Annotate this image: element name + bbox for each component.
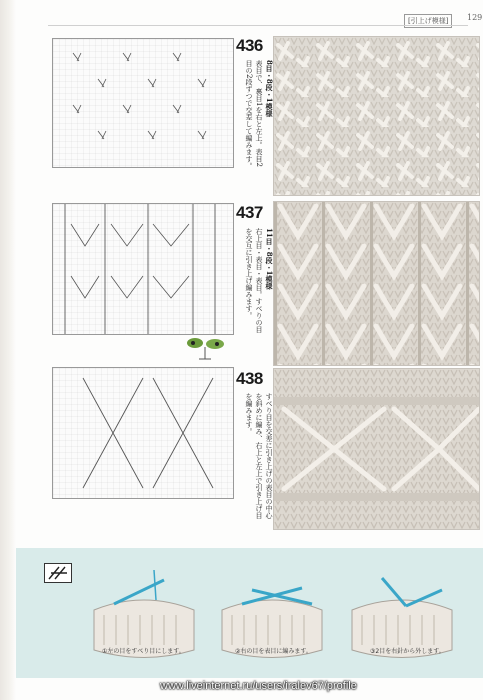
- chart-437: [52, 203, 234, 335]
- pattern-desc-436: [244, 60, 274, 170]
- header-rule: [48, 25, 468, 26]
- knit-swatch-437: [274, 202, 479, 365]
- pattern-meta-436: 8目・8段・1模様: [265, 60, 274, 117]
- page-number: 129: [467, 13, 483, 22]
- pattern-desc-437: [244, 228, 274, 338]
- pattern-number-438: 438: [236, 369, 263, 388]
- chart-438-grid: [53, 368, 233, 498]
- knit-swatch-436: [274, 37, 479, 195]
- step1-caption: ①左の目をすべり目にします。: [102, 648, 185, 655]
- page-binding-shadow: [0, 0, 16, 700]
- sprout-icon: [183, 335, 229, 361]
- watermark-url: www.liveinternet.ru/users/iralev67/profile: [160, 680, 357, 692]
- pattern-meta-437: 11目・8段・1模様: [265, 228, 274, 290]
- step3-caption: ③2目を右針から外します。: [370, 648, 445, 655]
- chart-436: [52, 38, 234, 168]
- pattern-text-438: すべり目を交差に引き上げの表目の中心を斜めに編み、右上と左上で引き上げ目を編みます。: [245, 393, 273, 519]
- pattern-text-437: 右上目・表目・表目。すべりの目を交互に引き上げ編みます。: [245, 228, 263, 333]
- chart-437-grid: [53, 204, 233, 334]
- swatch-photo-438: [273, 368, 480, 530]
- step3-diagram: [342, 570, 462, 670]
- pattern-number-437: 437: [236, 203, 263, 222]
- swatch-photo-437: [273, 201, 480, 366]
- step2-caption: ②右の目を表目に編みます。: [235, 648, 312, 655]
- chart-436-grid: [53, 39, 233, 167]
- pattern-text-436: 表目で、裏目1を右と左上。表目2目の2段ずつで交差して編みます。: [245, 60, 263, 170]
- step1-diagram: [84, 570, 204, 670]
- stitch-symbol-icon: [44, 563, 72, 583]
- section-label: [引上げ模様]: [404, 14, 452, 28]
- pattern-number-436: 436: [236, 36, 263, 55]
- swatch-photo-436: [273, 36, 480, 196]
- step2-diagram: [212, 570, 332, 670]
- chart-438: [52, 367, 234, 499]
- knit-swatch-438: [274, 369, 479, 529]
